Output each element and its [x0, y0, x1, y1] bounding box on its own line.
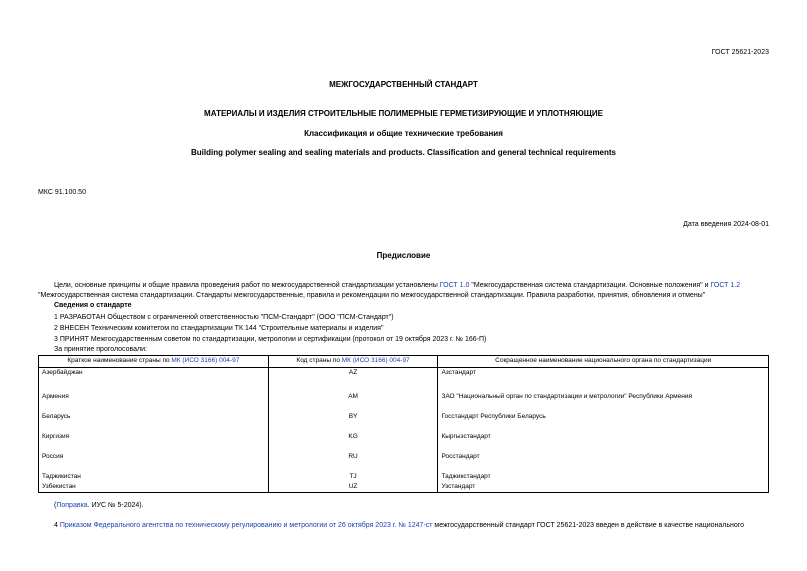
- body-cell: Росстандарт: [438, 448, 769, 468]
- countries-table: [38, 355, 769, 493]
- column-header-body: Сокращенное наименование национального органа по стандартизации: [438, 356, 769, 368]
- code-cell: KG: [268, 428, 438, 448]
- column-header-code: [268, 356, 438, 368]
- info-item-enacted-prefix: 4: [54, 522, 60, 529]
- code-cell: AZ: [268, 368, 438, 388]
- country-cell: Беларусь: [39, 408, 269, 428]
- info-item-enacted: [54, 521, 770, 530]
- code-cell: TJ: [268, 468, 438, 482]
- foreword-text-a: Цели, основные принципы и общие правила проведения работ по межгосударственной стандартизации установлены: [54, 282, 440, 289]
- column-header-country-text: Краткое наименование страны по: [67, 357, 172, 364]
- table-row: [39, 368, 769, 388]
- mks-code: МКС 91.100.50: [38, 189, 86, 196]
- amendment-note: [54, 501, 144, 510]
- mk-iso-3166-link[interactable]: МК (ИСО 3166) 004-97: [341, 357, 410, 364]
- info-item-enacted-rest: межгосударственный стандарт ГОСТ 25621-2023 введен в действие в качестве национального: [432, 522, 745, 529]
- table-row: [39, 388, 769, 408]
- introduction-date: Дата введения 2024-08-01: [683, 221, 769, 228]
- table-row: [39, 408, 769, 428]
- country-cell: Киргизия: [39, 428, 269, 448]
- country-cell: Таджикистан: [39, 468, 269, 482]
- body-cell: Узстандарт: [438, 482, 769, 493]
- body-cell: Кыргызстандарт: [438, 428, 769, 448]
- standard-type-heading: МЕЖГОСУДАРСТВЕННЫЙ СТАНДАРТ: [329, 80, 478, 89]
- amendment-rest: . ИУС № 5-2024).: [87, 502, 144, 509]
- foreword-text-c: "Межгосударственная система стандартизации. Стандарты межгосударственные, правила и рекомендации по межгосударственной стандартизации. Правила разработки, принятия, обновления и отмены": [38, 292, 706, 299]
- country-cell: Азербайджан: [39, 368, 269, 388]
- amendment-open-paren: (: [54, 502, 57, 509]
- voted-label: За принятие проголосовали:: [54, 346, 147, 353]
- body-cell: ЗАО "Национальный орган по стандартизации и метрологии" Республики Армения: [438, 388, 769, 408]
- document-title-english: Building polymer sealing and sealing materials and products. Classification and general technical requirements: [191, 148, 616, 157]
- gost-1-0-link[interactable]: ГОСТ 1.0: [439, 282, 470, 289]
- body-cell: Азстандарт: [438, 368, 769, 388]
- amendment-link[interactable]: Поправка: [56, 502, 88, 509]
- body-cell: Таджикстандарт: [438, 468, 769, 482]
- table-header-row: [39, 356, 769, 368]
- table-row: [39, 428, 769, 448]
- mk-iso-3166-link[interactable]: МК (ИСО 3166) 004-97: [171, 357, 240, 364]
- table-row: [39, 482, 769, 493]
- column-header-country: [39, 356, 269, 368]
- code-cell: UZ: [268, 482, 438, 493]
- info-item-developed: 1 РАЗРАБОТАН Обществом с ограниченной ответственностью "ПСМ-Стандарт" (ООО "ПСМ-Стандарт"): [54, 314, 394, 321]
- info-item-submitted: 2 ВНЕСЕН Техническим комитетом по стандартизации ТК 144 "Строительные материалы и изделия": [54, 325, 384, 332]
- country-cell: Узбекистан: [39, 482, 269, 493]
- code-cell: AM: [268, 388, 438, 408]
- foreword-heading: Предисловие: [376, 251, 431, 260]
- column-header-code-text: Код страны по: [296, 357, 342, 364]
- document-title: МАТЕРИАЛЫ И ИЗДЕЛИЯ СТРОИТЕЛЬНЫЕ ПОЛИМЕРНЫЕ ГЕРМЕТИЗИРУЮЩИЕ И УПЛОТНЯЮЩИЕ: [204, 109, 603, 118]
- table-row: [39, 468, 769, 482]
- standard-info-heading: Сведения о стандарте: [54, 302, 132, 309]
- code-cell: BY: [268, 408, 438, 428]
- body-cell: Госстандарт Республики Беларусь: [438, 408, 769, 428]
- foreword-text-b: "Межгосударственная система стандартизации. Основные положения" и: [469, 282, 711, 289]
- country-cell: Россия: [39, 448, 269, 468]
- rosstandart-order-link[interactable]: Приказом Федерального агентства по техническому регулированию и метрологии от 26 октября 2023 г. № 1247-ст: [59, 522, 433, 529]
- gost-1-2-link[interactable]: ГОСТ 1.2: [710, 282, 741, 289]
- info-item-adopted: 3 ПРИНЯТ Межгосударственным советом по стандартизации, метрологии и сертификации (протокол от 19 октября 2023 г. № 166-П): [54, 336, 487, 343]
- document-number: ГОСТ 25621-2023: [711, 49, 769, 56]
- code-cell: RU: [268, 448, 438, 468]
- document-subtitle: Классификация и общие технические требования: [304, 129, 503, 138]
- country-cell: Армения: [39, 388, 269, 408]
- table-row: [39, 448, 769, 468]
- foreword-paragraph: [38, 281, 770, 301]
